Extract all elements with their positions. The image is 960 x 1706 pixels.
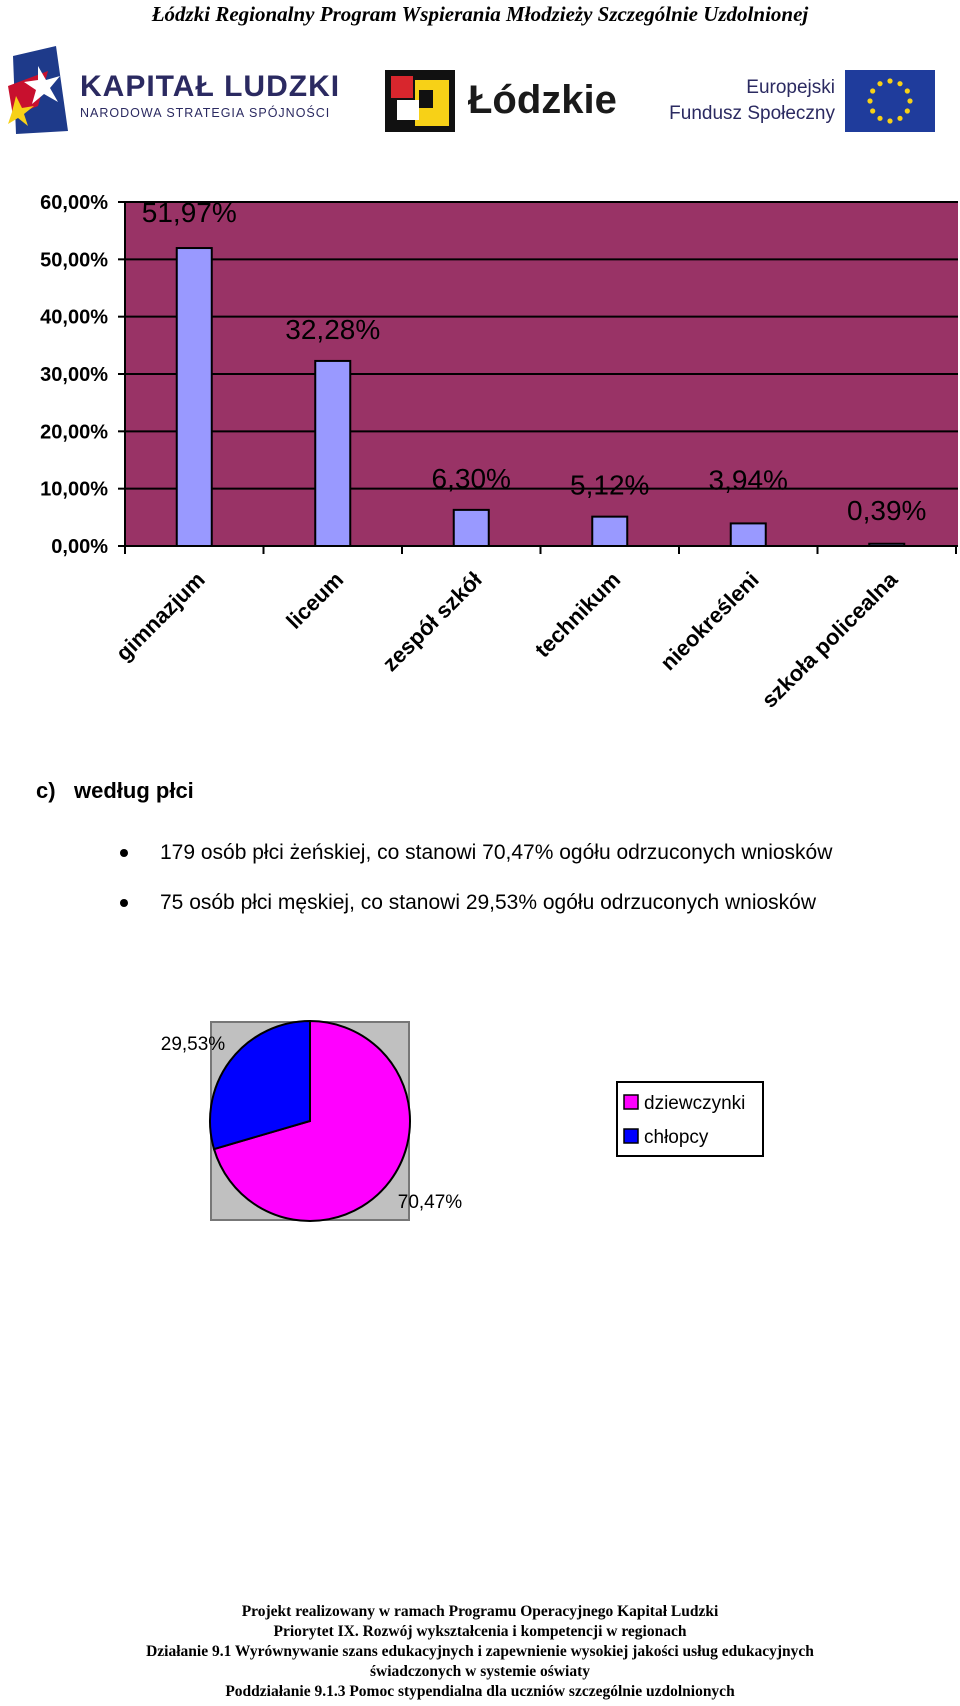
- pie-data-label: 29,53%: [160, 1034, 226, 1055]
- eu-star-icon: [870, 88, 875, 93]
- eu-star-icon: [907, 98, 912, 103]
- legend-label: chłopcy: [644, 1127, 709, 1148]
- bullet-text: 75 osób płci męskiej, co stanowi 29,53% ogółu odrzuconych wniosków: [160, 891, 817, 914]
- y-tick-label: 30,00%: [40, 364, 108, 386]
- lodzkie-logo-icon: [385, 70, 455, 132]
- bar: [592, 517, 627, 546]
- y-tick-label: 0,00%: [51, 536, 108, 558]
- y-tick-label: 60,00%: [40, 192, 108, 214]
- y-tick-label: 50,00%: [40, 249, 108, 272]
- logo-bar: [0, 40, 960, 150]
- data-label: 32,28%: [285, 313, 381, 345]
- page-header-title: Łódzki Regionalny Program Wspierania Młodzieży Szczególnie Uzdolnionej: [151, 2, 809, 26]
- x-tick-label: gimnazjum: [110, 566, 210, 666]
- section-c-label: c): [36, 778, 56, 803]
- bar: [177, 248, 212, 546]
- data-label: 6,30%: [431, 462, 511, 494]
- x-tick-label: nieokreśleni: [655, 566, 764, 676]
- bullet-list: [120, 828, 960, 928]
- section-c-heading: [36, 778, 194, 804]
- eu-star-icon: [887, 118, 892, 123]
- bullet-dot-icon: [120, 849, 128, 857]
- data-label: 3,94%: [708, 464, 788, 496]
- x-tick-label: szkoła policealna: [756, 566, 903, 713]
- bullet-item: [120, 878, 960, 928]
- data-label: 0,39%: [847, 494, 927, 526]
- eu-star-icon: [905, 108, 910, 113]
- eu-star-icon: [897, 81, 902, 86]
- footer-line: Poddziałanie 9.1.3 Pomoc stypendialna dla uczniów szczególnie uzdolnionych: [225, 1683, 735, 1700]
- bullet-item: [120, 828, 960, 878]
- lodzkie-text: Łódzkie: [468, 78, 617, 122]
- eu-star-icon: [905, 88, 910, 93]
- legend-swatch: [624, 1095, 638, 1109]
- eu-flag-icon: [845, 70, 935, 132]
- efs-line-2: Fundusz Społeczny: [669, 103, 835, 124]
- bullet-dot-icon: [120, 899, 128, 907]
- kapital-ludzki-logo-icon: [8, 46, 78, 136]
- legend-swatch: [624, 1129, 638, 1143]
- footer-line: Działanie 9.1 Wyrównywanie szans edukacyjnych i zapewnienie wysokiej jakości usług edukacyjnych: [146, 1643, 814, 1660]
- kapital-ludzki-text: [80, 70, 340, 120]
- x-tick-label: zespół szkół: [377, 566, 487, 677]
- pie-chart: [0, 1000, 960, 1240]
- footer-line: świadczonych w systemie oświaty: [370, 1663, 590, 1680]
- kapital-ludzki-main: KAPITAŁ LUDZKI: [80, 70, 341, 103]
- bar: [731, 523, 766, 546]
- footer-line: Projekt realizowany w ramach Programu Operacyjnego Kapitał Ludzki: [241, 1603, 719, 1620]
- eu-star-icon: [870, 108, 875, 113]
- footer-line: Priorytet IX. Rozwój wykształcenia i kompetencji w regionach: [273, 1623, 687, 1640]
- x-tick-label: liceum: [281, 566, 349, 634]
- y-tick-label: 20,00%: [40, 421, 108, 444]
- eu-star-icon: [897, 116, 902, 121]
- kapital-ludzki-sub: NARODOWA STRATEGIA SPÓJNOŚCI: [80, 106, 331, 120]
- data-label: 51,97%: [141, 197, 237, 228]
- eu-star-icon: [887, 78, 892, 83]
- y-tick-label: 40,00%: [40, 306, 108, 329]
- y-tick-label: 10,00%: [40, 478, 108, 501]
- bullet-text: 179 osób płci żeńskiej, co stanowi 70,47% ogółu odrzuconych wniosków: [160, 841, 833, 864]
- bar: [869, 544, 904, 546]
- legend-label: dziewczynki: [644, 1093, 746, 1114]
- section-c-title: według płci: [74, 778, 194, 803]
- pie-data-label: 70,47%: [397, 1192, 463, 1213]
- efs-line-1: Europejski: [746, 77, 835, 98]
- bar: [454, 510, 489, 546]
- eu-star-icon: [877, 81, 882, 86]
- x-tick-label: technikum: [529, 566, 626, 663]
- page-footer: [0, 1602, 960, 1702]
- efs-text: [650, 75, 835, 127]
- bar: [315, 361, 350, 546]
- data-label: 5,12%: [570, 469, 650, 501]
- eu-star-icon: [877, 116, 882, 121]
- eu-star-icon: [867, 98, 872, 103]
- bar-chart: [0, 190, 960, 750]
